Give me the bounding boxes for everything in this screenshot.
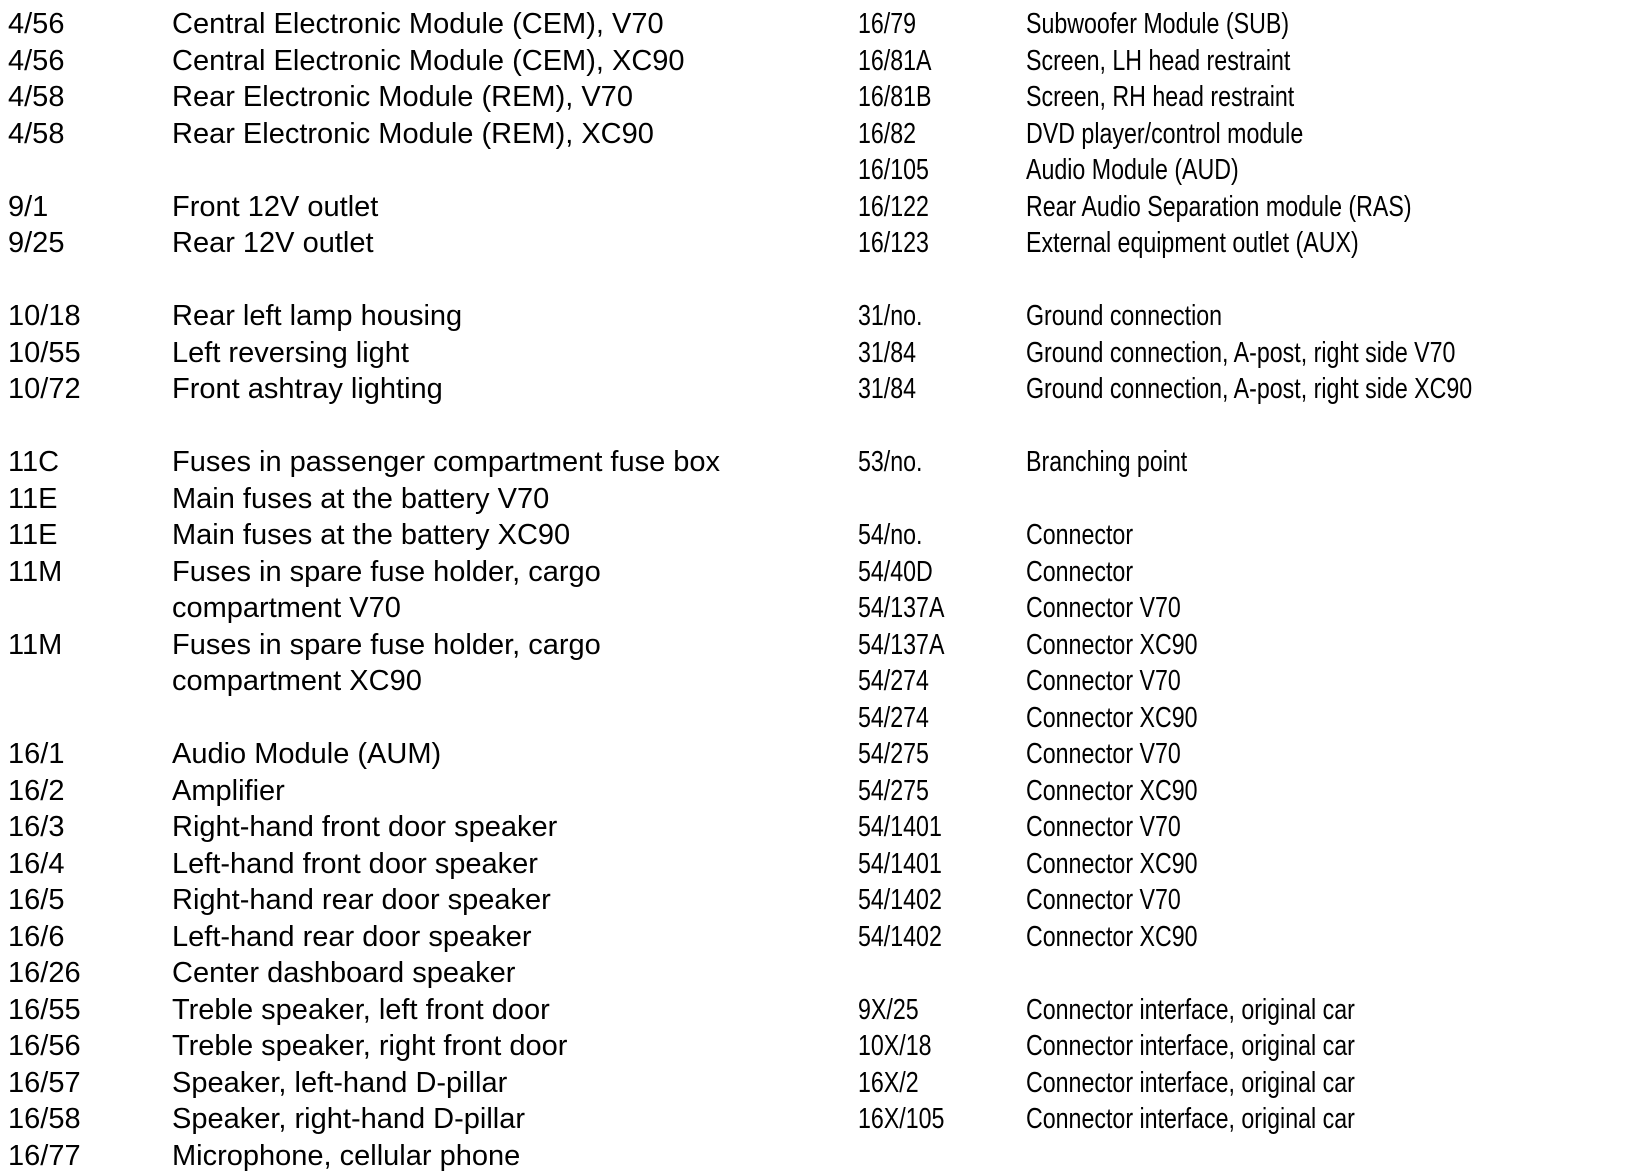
- legend-row: [850, 846, 1648, 883]
- component-code: 54/1402: [858, 920, 942, 953]
- legend-row: [0, 590, 830, 627]
- legend-row: [0, 152, 830, 189]
- legend-row: [0, 371, 830, 408]
- legend-row: [0, 1065, 830, 1102]
- component-description: Treble speaker, left front door: [172, 993, 550, 1026]
- component-description: Connector XC90: [1026, 920, 1198, 953]
- component-description: Speaker, right-hand D-pillar: [172, 1103, 526, 1135]
- component-description: Front ashtray lighting: [172, 373, 443, 405]
- legend-row: [850, 554, 1648, 591]
- component-description: Connector V70: [1026, 592, 1181, 624]
- legend-row: [0, 116, 830, 153]
- component-description: Left-hand rear door speaker: [172, 920, 532, 953]
- component-code: 4/58: [8, 117, 65, 150]
- component-description: compartment V70: [172, 592, 401, 624]
- component-description: Main fuses at the battery V70: [172, 482, 550, 515]
- component-code: 31/no.: [858, 300, 923, 332]
- component-description: Branching point: [1026, 446, 1188, 478]
- legend-column-left: [0, 6, 830, 1172]
- legend-row: [850, 152, 1648, 189]
- component-description: Connector interface, original car: [1026, 1066, 1355, 1099]
- legend-row: [850, 517, 1648, 554]
- component-code: 10/18: [8, 300, 81, 332]
- component-code: 11E: [8, 482, 58, 515]
- component-description: Ground connection, A-post, right side V70: [1026, 336, 1456, 369]
- legend-column-right: [850, 6, 1648, 1172]
- legend-row: [0, 955, 830, 992]
- component-code: 31/84: [858, 373, 917, 405]
- legend-row: [0, 627, 830, 664]
- legend-row: [850, 919, 1648, 956]
- component-description: Fuses in passenger compartment fuse box: [172, 446, 721, 478]
- component-code: 54/no.: [858, 519, 923, 551]
- legend-row: [850, 116, 1648, 153]
- component-description: Microphone, cellular phone: [172, 1139, 521, 1172]
- component-code: 16/122: [858, 190, 929, 223]
- component-description: Fuses in spare fuse holder, cargo: [172, 555, 601, 588]
- component-description: Audio Module (AUM): [172, 738, 442, 770]
- legend-row: [850, 809, 1648, 846]
- legend-row: [0, 444, 830, 481]
- component-code: 54/275: [858, 774, 929, 807]
- component-code: 54/275: [858, 738, 929, 770]
- component-code: 16X/2: [858, 1066, 919, 1099]
- component-code: 16/5: [8, 884, 65, 916]
- legend-row: [0, 846, 830, 883]
- legend-row: [850, 1101, 1648, 1138]
- legend-row: [850, 79, 1648, 116]
- component-description: Connector V70: [1026, 738, 1181, 770]
- component-code: 16/3: [8, 811, 65, 843]
- legend-row: [850, 1028, 1648, 1065]
- legend-row: [0, 79, 830, 116]
- legend-row: [0, 335, 830, 372]
- component-code: 16X/105: [858, 1103, 945, 1135]
- component-description: Screen, RH head restraint: [1026, 81, 1295, 113]
- legend-row: [850, 43, 1648, 80]
- component-description: Subwoofer Module (SUB): [1026, 8, 1290, 40]
- legend-row: [850, 189, 1648, 226]
- legend-row: [850, 955, 1648, 992]
- legend-row: [0, 554, 830, 591]
- component-code: 9/1: [8, 190, 49, 223]
- component-code: 4/56: [8, 8, 65, 40]
- legend-row: [850, 298, 1648, 335]
- component-code: 54/137A: [858, 628, 945, 661]
- legend-row: [850, 335, 1648, 372]
- component-code: 54/274: [858, 665, 929, 697]
- legend-row: [850, 225, 1648, 262]
- component-code: 16/56: [8, 1030, 81, 1062]
- component-code: 16/77: [8, 1139, 81, 1172]
- component-code: 16/2: [8, 774, 65, 807]
- component-description: Right-hand rear door speaker: [172, 884, 551, 916]
- legend-row: [0, 517, 830, 554]
- component-description: Amplifier: [172, 774, 285, 807]
- legend-row: [850, 700, 1648, 737]
- component-description: Connector V70: [1026, 811, 1181, 843]
- component-description: Connector XC90: [1026, 628, 1198, 661]
- legend-row: [850, 371, 1648, 408]
- legend-row: [850, 481, 1648, 518]
- component-code: 16/55: [8, 993, 81, 1026]
- component-code: 9X/25: [858, 993, 919, 1026]
- component-code: 10/72: [8, 373, 81, 405]
- component-code: 54/40D: [858, 555, 933, 588]
- legend-row: [0, 262, 830, 299]
- component-description: Connector: [1026, 519, 1134, 551]
- legend-row: [0, 6, 830, 43]
- component-code: 9/25: [8, 227, 65, 259]
- legend-row: [0, 1138, 830, 1172]
- component-code: 16/105: [858, 154, 929, 186]
- component-description: Connector XC90: [1026, 774, 1198, 807]
- component-description: Right-hand front door speaker: [172, 811, 558, 843]
- legend-row: [850, 408, 1648, 445]
- component-description: External equipment outlet (AUX): [1026, 227, 1359, 259]
- legend-row: [0, 189, 830, 226]
- legend-row: [0, 882, 830, 919]
- component-description: Rear Electronic Module (REM), V70: [172, 81, 633, 113]
- component-code: 16/79: [858, 8, 917, 40]
- legend-row: [0, 700, 830, 737]
- component-description: Connector interface, original car: [1026, 1030, 1355, 1062]
- component-code: 11E: [8, 519, 58, 551]
- component-description: Central Electronic Module (CEM), V70: [172, 8, 664, 40]
- component-code: 16/1: [8, 738, 65, 770]
- component-code: 16/81A: [858, 44, 932, 77]
- legend-row: [850, 992, 1648, 1029]
- component-code: 54/137A: [858, 592, 945, 624]
- legend-row: [850, 1065, 1648, 1102]
- component-description: Connector: [1026, 555, 1134, 588]
- component-code: 4/56: [8, 44, 65, 77]
- component-description: Rear Electronic Module (REM), XC90: [172, 117, 654, 150]
- legend-row: [850, 736, 1648, 773]
- component-code: 10X/18: [858, 1030, 932, 1062]
- legend-row: [0, 43, 830, 80]
- component-description: Connector V70: [1026, 884, 1181, 916]
- legend-row: [0, 1028, 830, 1065]
- legend-row: [850, 444, 1648, 481]
- component-description: Ground connection: [1026, 300, 1223, 332]
- legend-row: [850, 6, 1648, 43]
- component-description: Rear left lamp housing: [172, 300, 463, 332]
- legend-row: [0, 736, 830, 773]
- component-code: 16/58: [8, 1103, 81, 1135]
- legend-row: [0, 481, 830, 518]
- component-description: Front 12V outlet: [172, 190, 379, 223]
- component-description: Fuses in spare fuse holder, cargo: [172, 628, 601, 661]
- legend-row: [0, 298, 830, 335]
- component-description: Screen, LH head restraint: [1026, 44, 1291, 77]
- legend-row: [850, 663, 1648, 700]
- component-description: Left reversing light: [172, 336, 409, 369]
- legend-row: [0, 773, 830, 810]
- legend-row: [850, 590, 1648, 627]
- legend-row: [0, 809, 830, 846]
- component-code: 11M: [8, 555, 63, 588]
- component-code: 16/57: [8, 1066, 81, 1099]
- component-description: Connector interface, original car: [1026, 1103, 1355, 1135]
- legend-row: [850, 882, 1648, 919]
- component-code: 31/84: [858, 336, 917, 369]
- component-description: Connector XC90: [1026, 701, 1198, 734]
- component-description: Treble speaker, right front door: [172, 1030, 568, 1062]
- component-code: 54/274: [858, 701, 929, 734]
- legend-row: [850, 262, 1648, 299]
- component-description: compartment XC90: [172, 665, 422, 697]
- legend-row: [0, 663, 830, 700]
- component-code: 16/4: [8, 847, 65, 880]
- component-description: Audio Module (AUD): [1026, 154, 1239, 186]
- component-code: 16/82: [858, 117, 917, 150]
- component-code: 10/55: [8, 336, 81, 369]
- component-description: Connector V70: [1026, 665, 1181, 697]
- legend-row: [850, 627, 1648, 664]
- component-description: Rear Audio Separation module (RAS): [1026, 190, 1412, 223]
- component-code: 54/1402: [858, 884, 942, 916]
- component-code: 53/no.: [858, 446, 923, 478]
- component-code: 16/123: [858, 227, 929, 259]
- component-code: 16/81B: [858, 81, 932, 113]
- component-description: Center dashboard speaker: [172, 957, 516, 989]
- component-description: Central Electronic Module (CEM), XC90: [172, 44, 685, 77]
- legend-row: [850, 773, 1648, 810]
- legend-row: [0, 1101, 830, 1138]
- component-description: Left-hand front door speaker: [172, 847, 538, 880]
- component-code: 16/6: [8, 920, 65, 953]
- legend-row: [0, 992, 830, 1029]
- component-code: 54/1401: [858, 847, 942, 880]
- component-code: 11M: [8, 628, 63, 661]
- component-description: Connector XC90: [1026, 847, 1198, 880]
- component-description: Connector interface, original car: [1026, 993, 1355, 1026]
- legend-row: [850, 1138, 1648, 1172]
- component-code: 16/26: [8, 957, 81, 989]
- legend-row: [0, 919, 830, 956]
- legend-row: [0, 408, 830, 445]
- component-description: Ground connection, A-post, right side XC90: [1026, 373, 1473, 405]
- component-code: 4/58: [8, 81, 65, 113]
- component-code: 54/1401: [858, 811, 942, 843]
- component-code: 11C: [8, 446, 60, 478]
- component-description: Main fuses at the battery XC90: [172, 519, 571, 551]
- component-description: DVD player/control module: [1026, 117, 1304, 150]
- component-description: Rear 12V outlet: [172, 227, 374, 259]
- legend-row: [0, 225, 830, 262]
- component-description: Speaker, left-hand D-pillar: [172, 1066, 508, 1099]
